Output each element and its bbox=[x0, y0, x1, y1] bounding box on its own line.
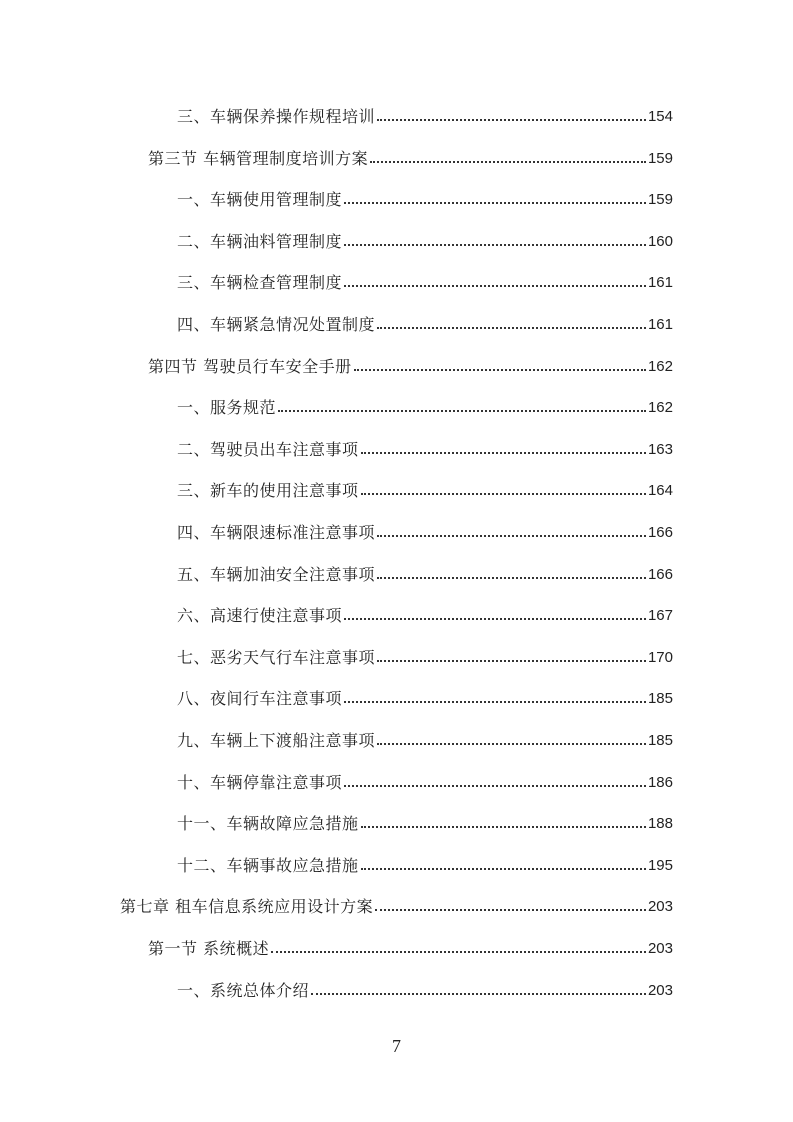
dot-leader bbox=[377, 660, 646, 662]
toc-entry[interactable] bbox=[177, 563, 673, 587]
toc-entry-page: 162 bbox=[647, 399, 673, 417]
toc-entry-title: 一、车辆使用管理制度 bbox=[177, 190, 343, 210]
toc-entry-page: 203 bbox=[647, 898, 673, 916]
toc-entry-page: 170 bbox=[647, 648, 673, 666]
toc-entry-page: 154 bbox=[647, 108, 673, 125]
toc-entry-title: 第七章 租车信息系统应用设计方案 bbox=[120, 897, 374, 917]
toc-entry-page: 166 bbox=[647, 524, 673, 541]
toc-entry[interactable] bbox=[177, 646, 673, 670]
toc-entry-page: 160 bbox=[647, 232, 673, 250]
toc-entry[interactable] bbox=[148, 355, 673, 379]
toc-entry-title: 十二、车辆事故应急措施 bbox=[177, 855, 359, 875]
toc-entry-title: 第四节 驾驶员行车安全手册 bbox=[148, 356, 352, 376]
dot-leader bbox=[354, 369, 646, 371]
toc-entry-title: 八、夜间行车注意事项 bbox=[177, 689, 343, 709]
toc-entry-page: 159 bbox=[647, 191, 673, 209]
toc-entry-page: 167 bbox=[647, 607, 673, 625]
dot-leader bbox=[377, 327, 646, 329]
toc-entry[interactable] bbox=[177, 188, 673, 212]
toc-entry[interactable] bbox=[177, 521, 673, 545]
toc-entry[interactable] bbox=[148, 147, 673, 171]
toc-entry-title: 十、车辆停靠注意事项 bbox=[177, 772, 343, 792]
toc-entry-title: 四、车辆紧急情况处置制度 bbox=[177, 315, 376, 334]
dot-leader bbox=[361, 452, 646, 454]
dot-leader bbox=[344, 785, 646, 787]
dot-leader bbox=[344, 244, 646, 246]
toc-entry-page: 185 bbox=[647, 690, 673, 708]
toc-entry-page: 188 bbox=[647, 815, 673, 833]
toc-entry-title: 第三节 车辆管理制度培训方案 bbox=[148, 148, 369, 168]
dot-leader bbox=[375, 909, 646, 911]
dot-leader bbox=[377, 119, 646, 121]
toc-entry-page: 203 bbox=[647, 940, 673, 957]
toc-entry-title: 三、车辆保养操作规程培训 bbox=[177, 107, 376, 126]
dot-leader bbox=[361, 493, 646, 495]
toc-entry-title: 二、驾驶员出车注意事项 bbox=[177, 439, 359, 459]
toc-entry-title: 十一、车辆故障应急措施 bbox=[177, 814, 359, 834]
dot-leader bbox=[344, 202, 646, 204]
toc-entry-page: 163 bbox=[647, 440, 673, 458]
toc-entry-title: 第一节 系统概述 bbox=[148, 939, 270, 958]
toc-entry[interactable] bbox=[177, 479, 673, 503]
toc-entry-page: 159 bbox=[647, 149, 673, 167]
page-number: 7 bbox=[392, 1036, 401, 1056]
dot-leader bbox=[361, 868, 646, 870]
toc-entry[interactable] bbox=[177, 396, 673, 420]
toc-entry-title: 六、高速行使注意事项 bbox=[177, 606, 343, 626]
toc-entry[interactable] bbox=[177, 313, 673, 337]
toc-entry-title: 一、服务规范 bbox=[177, 398, 277, 418]
dot-leader bbox=[271, 951, 646, 953]
toc-entry-page: 166 bbox=[647, 565, 673, 583]
toc-entry[interactable] bbox=[177, 812, 673, 836]
toc-entry[interactable] bbox=[177, 604, 673, 628]
toc-entry-page: 186 bbox=[647, 773, 673, 791]
dot-leader bbox=[361, 826, 646, 828]
dot-leader bbox=[311, 993, 646, 995]
dot-leader bbox=[344, 618, 646, 620]
toc-entry-title: 三、车辆检查管理制度 bbox=[177, 273, 343, 293]
toc-entry-page: 203 bbox=[647, 981, 673, 999]
toc-entry[interactable] bbox=[177, 230, 673, 254]
toc-entry-title: 四、车辆限速标准注意事项 bbox=[177, 523, 376, 542]
toc-entry-title: 三、新车的使用注意事项 bbox=[177, 481, 359, 501]
toc-entry-title: 一、系统总体介绍 bbox=[177, 980, 310, 1000]
dot-leader bbox=[344, 285, 646, 287]
dot-leader bbox=[370, 161, 646, 163]
toc-entry-title: 七、恶劣天气行车注意事项 bbox=[177, 647, 376, 667]
toc-entry-page: 195 bbox=[647, 856, 673, 874]
toc-entry[interactable] bbox=[177, 687, 673, 711]
toc-entry-title: 二、车辆油料管理制度 bbox=[177, 231, 343, 251]
toc-entry[interactable] bbox=[177, 271, 673, 295]
dot-leader bbox=[377, 535, 646, 537]
toc-entry[interactable] bbox=[120, 895, 673, 919]
toc-entry-page: 161 bbox=[647, 274, 673, 292]
toc-entry[interactable] bbox=[148, 937, 673, 961]
dot-leader bbox=[377, 743, 646, 745]
toc-entry-page: 164 bbox=[647, 482, 673, 500]
dot-leader bbox=[377, 577, 646, 579]
toc-entry[interactable] bbox=[177, 979, 673, 1003]
toc-entry-title: 五、车辆加油安全注意事项 bbox=[177, 564, 376, 584]
dot-leader bbox=[278, 410, 646, 412]
toc-entry-title: 九、车辆上下渡船注意事项 bbox=[177, 731, 376, 750]
dot-leader bbox=[344, 701, 646, 703]
toc-entry[interactable] bbox=[177, 771, 673, 795]
toc-entry[interactable] bbox=[177, 854, 673, 878]
toc-entry-page: 162 bbox=[647, 357, 673, 375]
toc-entry-page: 185 bbox=[647, 732, 673, 749]
toc-entry[interactable] bbox=[177, 438, 673, 462]
toc-entry[interactable] bbox=[177, 105, 673, 129]
toc-entry-page: 161 bbox=[647, 316, 673, 333]
toc-entry[interactable] bbox=[177, 729, 673, 753]
